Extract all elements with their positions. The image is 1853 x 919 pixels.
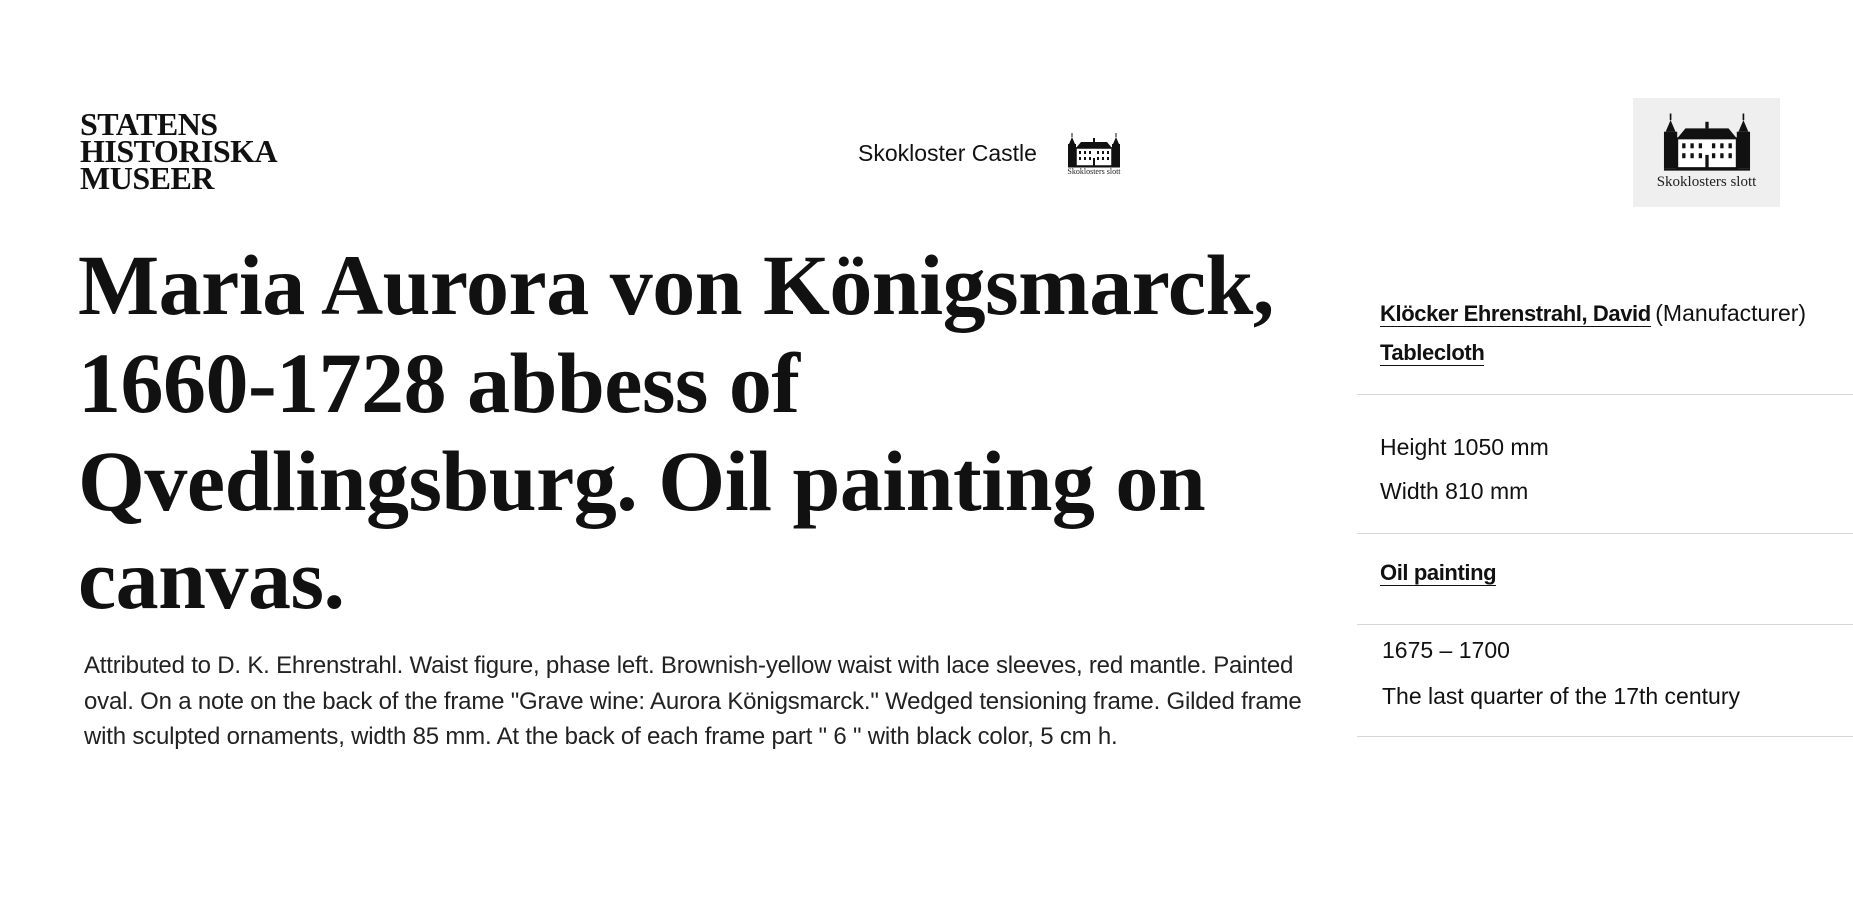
brand-name: Skokloster Castle (858, 139, 1037, 166)
date-description: The last quarter of the 17th century (1382, 683, 1740, 709)
object-details (1357, 292, 1853, 737)
technique-block (1357, 534, 1853, 625)
castle-logo-box[interactable] (1633, 98, 1780, 207)
object-title: Maria Aurora von Königsmarck, 1660-1728 abbess of Qvedlingsburg. Oil painting on canvas. (78, 237, 1274, 627)
height-value: Height 1050 mm (1380, 434, 1549, 460)
object-type-link[interactable]: Tablecloth (1380, 340, 1485, 365)
castle-caption-small: Skoklosters slott (1067, 167, 1121, 176)
date-range: 1675 – 1700 (1382, 637, 1510, 663)
dating-block (1357, 625, 1853, 737)
logo-line-3: MUSEER (80, 160, 214, 196)
logo-line-1: STATENS (80, 106, 218, 142)
dimensions-block (1357, 395, 1853, 534)
shm-logo[interactable] (80, 106, 278, 196)
logo-line-2: HISTORISKA (80, 133, 278, 169)
maker-block (1357, 292, 1853, 395)
technique-link[interactable]: Oil painting (1380, 560, 1497, 585)
castle-logo-small (1065, 130, 1123, 176)
castle-caption-big: Skoklosters slott (1656, 174, 1757, 190)
maker-link[interactable]: Klöcker Ehrenstrahl, David (1380, 301, 1651, 326)
center-brand[interactable] (858, 130, 1123, 176)
object-description: Attributed to D. K. Ehrenstrahl. Waist figure, phase left. Brownish-yellow waist with lace sleeves, red mantle. Painted oval. On a note on the back of the frame "Grave wine: Aurora Königsmarck." Wedged tensioning frame. Gilded frame with sculpted ornaments, width 85 mm. At the back of each frame part " 6 " with black color, 5 cm h. (84, 652, 1302, 750)
castle-icon (1659, 106, 1755, 174)
castle-icon (1065, 130, 1123, 168)
maker-role: (Manufacturer) (1655, 300, 1807, 326)
width-value: Width 810 mm (1380, 478, 1529, 504)
